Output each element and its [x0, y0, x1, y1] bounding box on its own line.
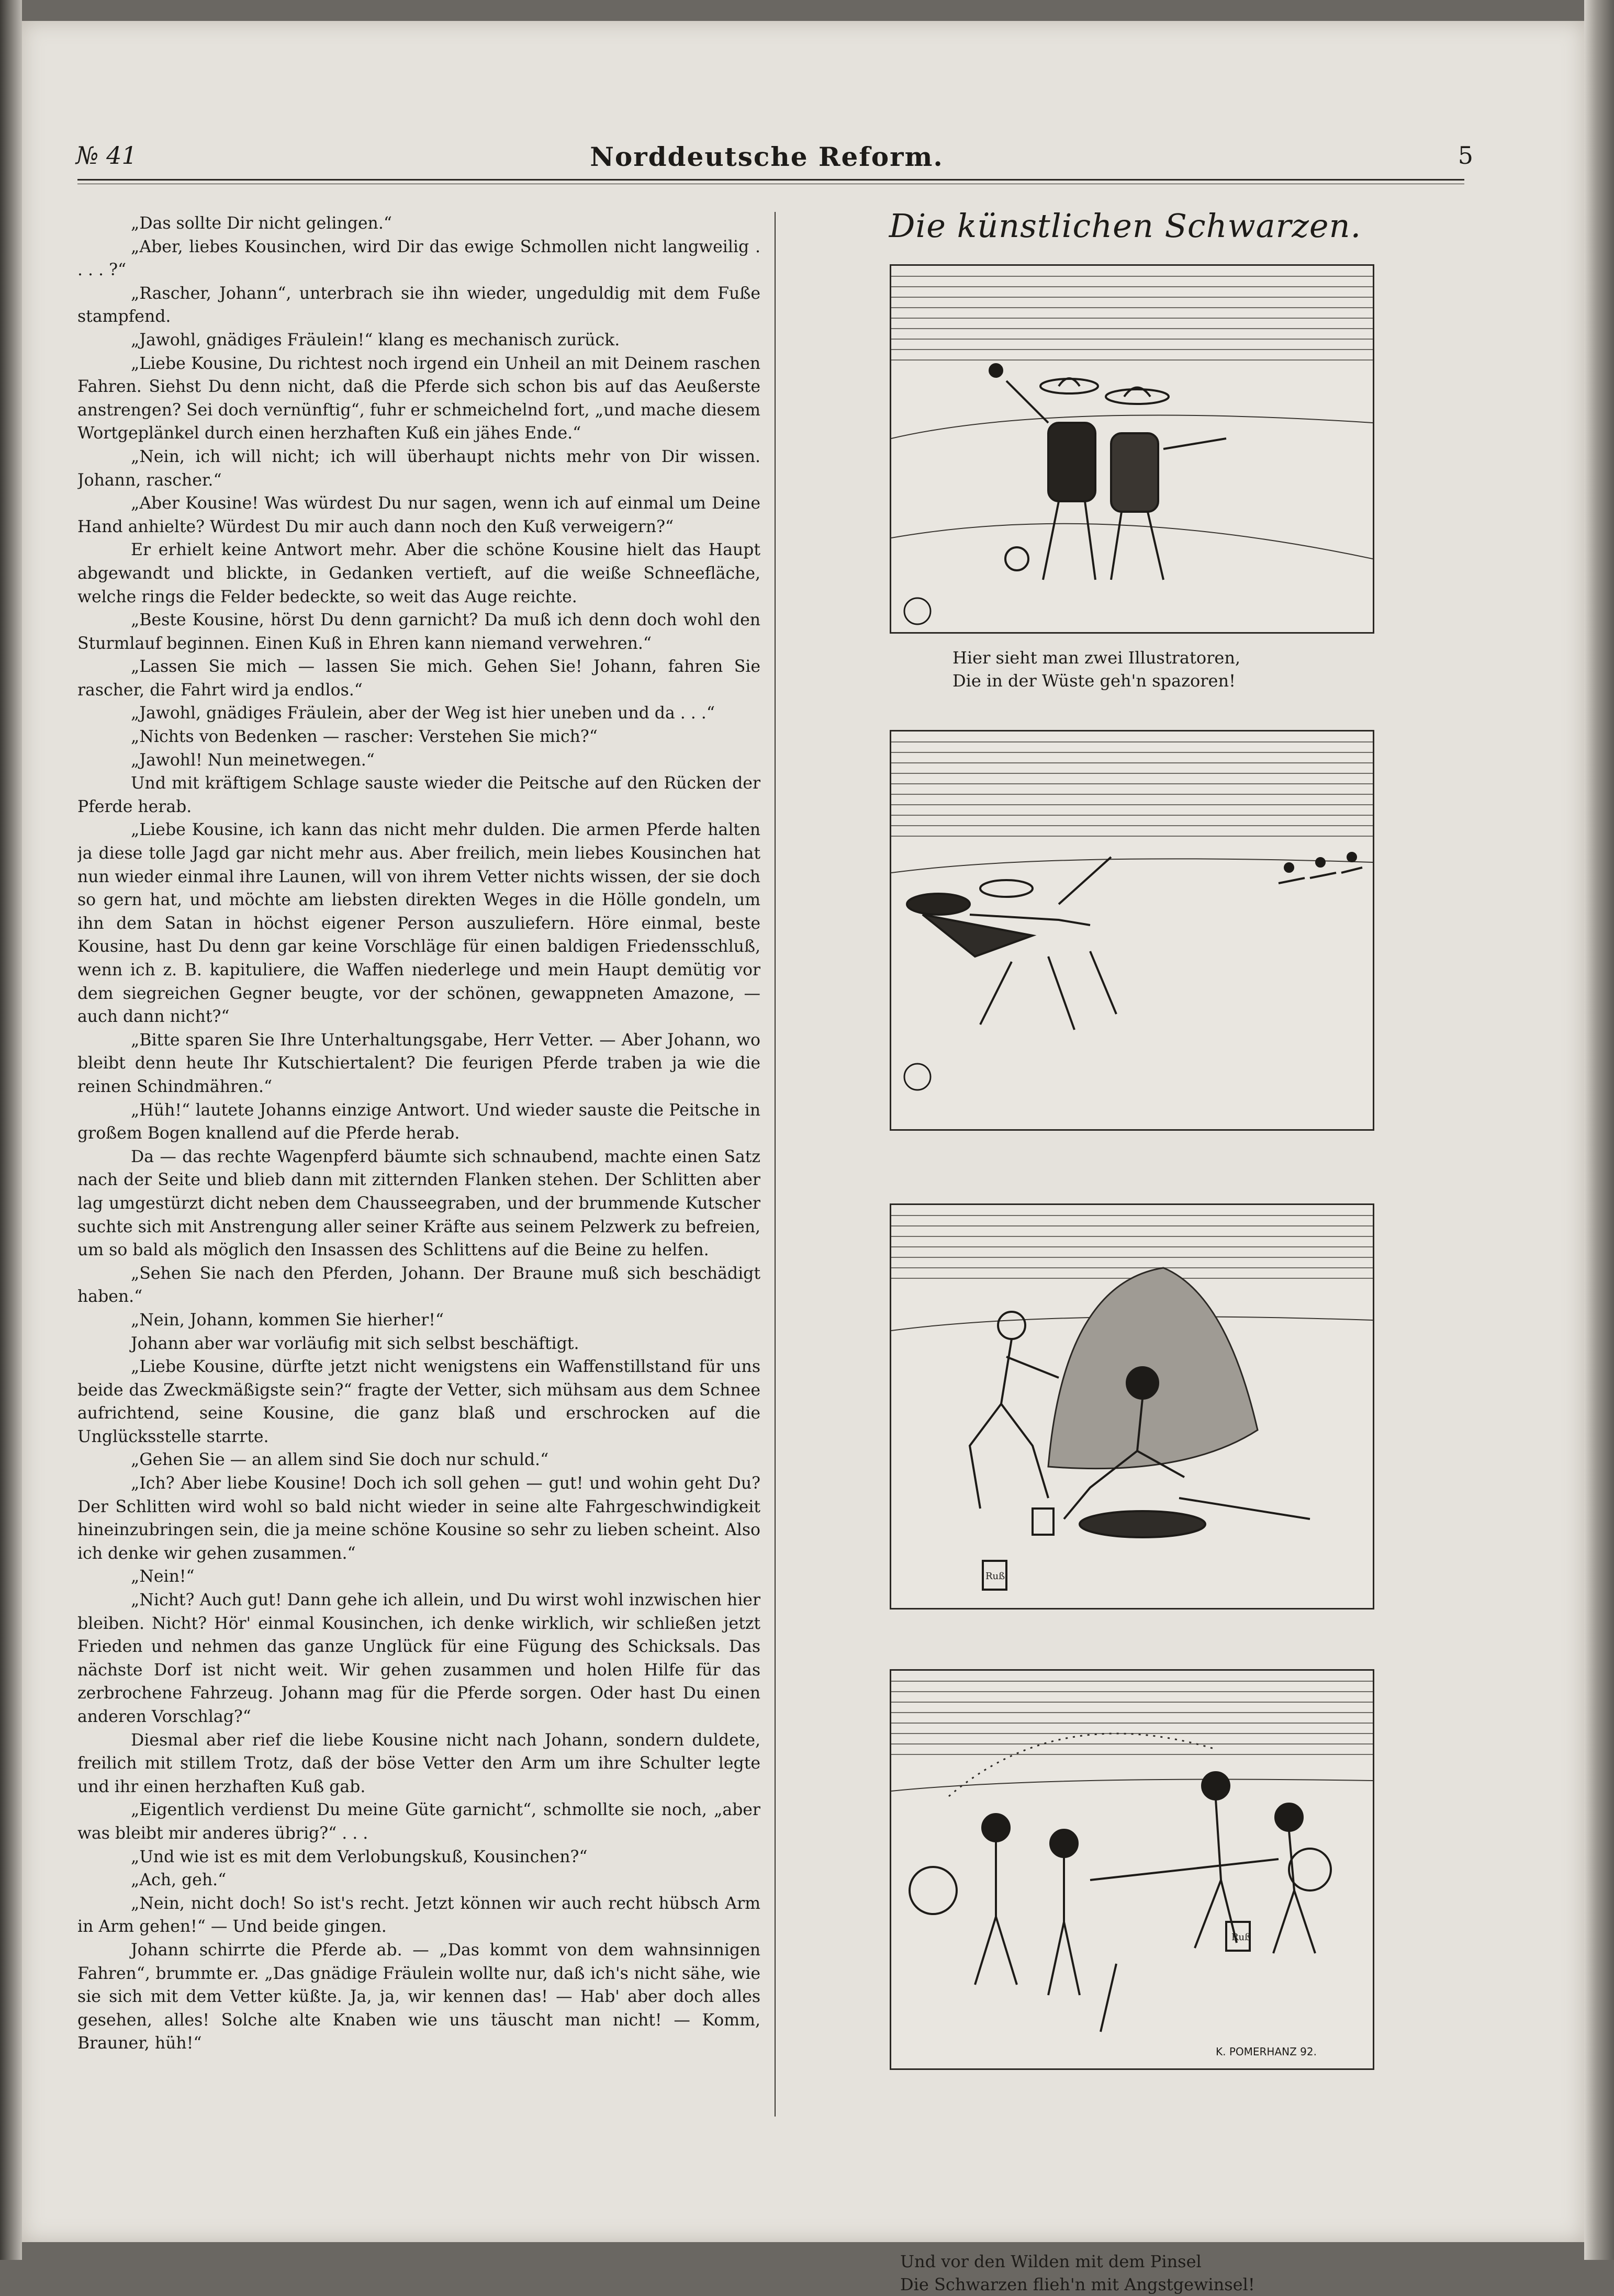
book-binding: [0, 0, 22, 2260]
caption-line: Hier sieht man zwei Illustratoren,: [952, 648, 1241, 668]
paragraph: „Sehen Sie nach den Pferden, Johann. Der Braune muß sich beschädigt haben.“: [77, 1264, 760, 1307]
paragraph: Da — das rechte Wagenpferd bäumte sich schnaubend, machte einen Satz nach der Seite und blieb dann mit zitternden Flanken stehen. Der Schlitten aber lag umgestürzt dicht neben dem Chausseegraben, und der brummende Kutscher suchte sich mit Anstrengung aller seiner Kräfte aus seinem Pelzwerk zu befreien, um so bald als möglich den Insassen des Schlittens auf die Beine zu helfen.: [77, 1147, 760, 1260]
caption-line: Die in der Wüste geh'n spazoren!: [952, 671, 1236, 691]
paragraph: „Nein, ich will nicht; ich will überhaupt nichts mehr von Dir wissen. Johann, rascher.“: [77, 447, 760, 490]
paragraph: „Und wie ist es mit dem Verlobungskuß, Kousinchen?“: [131, 1847, 588, 1866]
paragraph: Johann aber war vorläufig mit sich selbst beschäftigt.: [131, 1334, 579, 1353]
comic-panel-2: [890, 730, 1374, 1131]
paragraph: „Nichts von Bedenken — rascher: Verstehen Sie mich?“: [131, 727, 598, 747]
paragraph: „Ach, geh.“: [131, 1871, 227, 1890]
paragraph: „Hüh!“ lautete Johanns einzige Antwort. Und wieder sauste die Peitsche in großem Bogen knallend auf die Pferde herab.: [77, 1100, 760, 1143]
paragraph: „Ich? Aber liebe Kousine! Doch ich soll gehen — gut! und wohin geht Du? Der Schlitten wird wohl so bald nicht wieder in seine alte Fahrgeschwindigkeit hineinzubringen sein, die ja meine schöne Kousine so sehr zu lieben scheint. Also ich denke wir gehen zusammen.“: [77, 1474, 760, 1563]
paragraph: „Jawohl, gnädiges Fräulein!“ klang es mechanisch zurück.: [131, 330, 620, 350]
paragraph: Diesmal aber rief die liebe Kousine nicht nach Johann, sondern duldete, freilich mit stillem Trotz, daß der böse Vetter den Arm um ihre Schulter legte und ihr einen herzhaften Kuß gab.: [77, 1730, 760, 1796]
story-column: [77, 212, 760, 2117]
header-rule: [77, 179, 1464, 181]
paragraph: „Nein!“: [131, 1567, 195, 1586]
comic-title: Die künstlichen Schwarzen.: [889, 207, 1362, 245]
paragraph: „Gehen Sie — an allem sind Sie doch nur schuld.“: [131, 1450, 549, 1470]
artist-signature: K. POMERHANZ 92.: [1216, 2045, 1317, 2058]
paragraph: „Bitte sparen Sie Ihre Unterhaltungsgabe, Herr Vetter. — Aber Johann, wo bleibt denn heute Ihr Kutschiertalent? Die feurigen Pferde traben ja wie die reinen Schindmähren.“: [77, 1030, 760, 1096]
panel-3-illustration: [891, 1205, 1373, 1608]
column-divider: [775, 212, 776, 2117]
paragraph: „Liebe Kousine, dürfte jetzt nicht wenigstens ein Waffenstillstand für uns beide das Zweckmäßigste sein?“ fragte der Vetter, sich mühsam aus dem Schnee aufrichtend, seine Kousine, die ganz blaß und erschrocken auf die Unglücksstelle starrte.: [77, 1357, 760, 1446]
comic-column: [801, 207, 1450, 2294]
paragraph: „Rascher, Johann“, unterbrach sie ihn wieder, ungeduldig mit dem Fuße stampfend.: [77, 284, 760, 327]
caption-line: Die Schwarzen flieh'n mit Angstgewinsel!: [900, 2275, 1255, 2294]
paragraph: „Aber Kousine! Was würdest Du nur sagen, wenn ich auf einmal um Deine Hand anhielte? Würdest Du mir auch dann noch den Kuß verweigern?“: [77, 494, 760, 536]
paragraph: „Beste Kousine, hörst Du denn garnicht? Da muß ich denn doch wohl den Sturmlauf beginnen. Einen Kuß in Ehren kann niemand verwehren.“: [77, 611, 760, 653]
page-header: [60, 141, 1473, 178]
paragraph: „Nicht? Auch gut! Dann gehe ich allein, und Du wirst wohl inzwischen hier bleiben. Nicht? Hör' einmal Kousinchen, ich denke wirklich, wir schließen jetzt Frieden und nehmen das ganze Unglück für eine Fügung des Schicksals. Das nächste Dorf ist nicht weit. Wir gehen zusammen und holen Hilfe für das zerbrochene Fahrzeug. Johann mag für die Pferde sorgen. Oder hast Du einen anderen Vorschlag?“: [77, 1591, 760, 1726]
comic-panel-3: [890, 1203, 1374, 1610]
paragraph: Und mit kräftigem Schlage sauste wieder die Peitsche auf den Rücken der Pferde herab.: [77, 774, 760, 816]
panel-4-illustration: [891, 1671, 1373, 2068]
paragraph: „Jawohl! Nun meinetwegen.“: [131, 750, 375, 770]
paragraph: „Nein, Johann, kommen Sie hierher!“: [131, 1310, 444, 1330]
paragraph: „Nein, nicht doch! So ist's recht. Jetzt können wir auch recht hübsch Arm in Arm gehen!“ — Und beide gingen.: [77, 1894, 760, 1937]
paragraph: „Liebe Kousine, ich kann das nicht mehr dulden. Die armen Pferde halten ja diese tolle Jagd gar nicht mehr aus. Aber freilich, mein liebes Kousinchen hat nun wieder einmal ihre Launen, will von ihrem Vetter nichts wissen, der sie doch so gern hat, und möchte am liebsten direkten Weges in die Hölle gondeln, um ihn dem Satan in höchst eigener Person auszuliefern. Höre einmal, beste Kousine, hast Du denn gar keine Vorschläge für einen baldigen Friedensschluß, wenn ich z. B. kapituliere, die Waffen niederlege und mein Haupt demütig vor dem siegreichen Gegner beugte, vor der schönen, gewappneten Amazone, — auch dann nicht?“: [77, 820, 760, 1027]
paragraph: Er erhielt keine Antwort mehr. Aber die schöne Kousine hielt das Haupt abgewandt und blickte, in Gedanken vertieft, auf die weiße Schneefläche, welche rings die Felder bedeckte, so weit das Auge reichte.: [77, 541, 760, 606]
paragraph: Johann schirrte die Pferde ab. — „Das kommt von dem wahnsinnigen Fahren“, brummte er. „Das gnädige Fräulein wollte nur, daß ich's nicht sähe, wie sie sich mit dem Vetter küßte. Ja, ja, wir kennen das! — Hab' aber doch alles gesehen, alles! Solche alte Knaben wie uns täuscht man nicht! — Komm, Brauner, hüh!“: [77, 1940, 760, 2053]
paragraph: „Lassen Sie mich — lassen Sie mich. Gehen Sie! Johann, fahren Sie rascher, die Fahrt wird ja endlos.“: [77, 657, 760, 700]
paragraph: „Jawohl, gnädiges Fräulein, aber der Weg ist hier uneben und da . . .“: [131, 704, 715, 723]
soot-pot-label: Ruß: [985, 1571, 1005, 1582]
comic-panel-1: [890, 264, 1374, 634]
soot-pot-label: Ruß: [1231, 1932, 1251, 1943]
paragraph: „Liebe Kousine, Du richtest noch irgend ein Unheil an mit Deinem raschen Fahren. Siehst Du denn nicht, daß die Pferde sich schon bis auf das Aeußerste anstrengen? Sei doch vernünftig“, fuhr er schmeichelnd fort, „und mache diesem Wortgeplänkel durch einen herzhaften Kuß ein jähes Ende.“: [77, 354, 760, 443]
paragraph: „Aber, liebes Kousinchen, wird Dir das ewige Schmollen nicht langweilig . . . . ?“: [77, 237, 760, 280]
page-edge: [1584, 0, 1614, 2260]
caption-line: Und vor den Wilden mit dem Pinsel: [900, 2252, 1202, 2271]
paragraph: „Das sollte Dir nicht gelingen.“: [131, 214, 392, 233]
panel-4-caption: [801, 2250, 1450, 2296]
panel-1-caption: [801, 646, 1450, 692]
panel-1-illustration: [891, 266, 1373, 632]
newspaper-title: Norddeutsche Reform.: [590, 141, 944, 172]
paragraph: „Eigentlich verdienst Du meine Güte garnicht“, schmollte sie noch, „aber was bleibt mir anderes übrig?“ . . .: [77, 1800, 760, 1843]
page-number: 5: [1458, 141, 1473, 170]
issue-number: № 41: [76, 141, 137, 170]
panel-2-illustration: [891, 731, 1373, 1129]
comic-panel-4: [890, 1669, 1374, 2070]
